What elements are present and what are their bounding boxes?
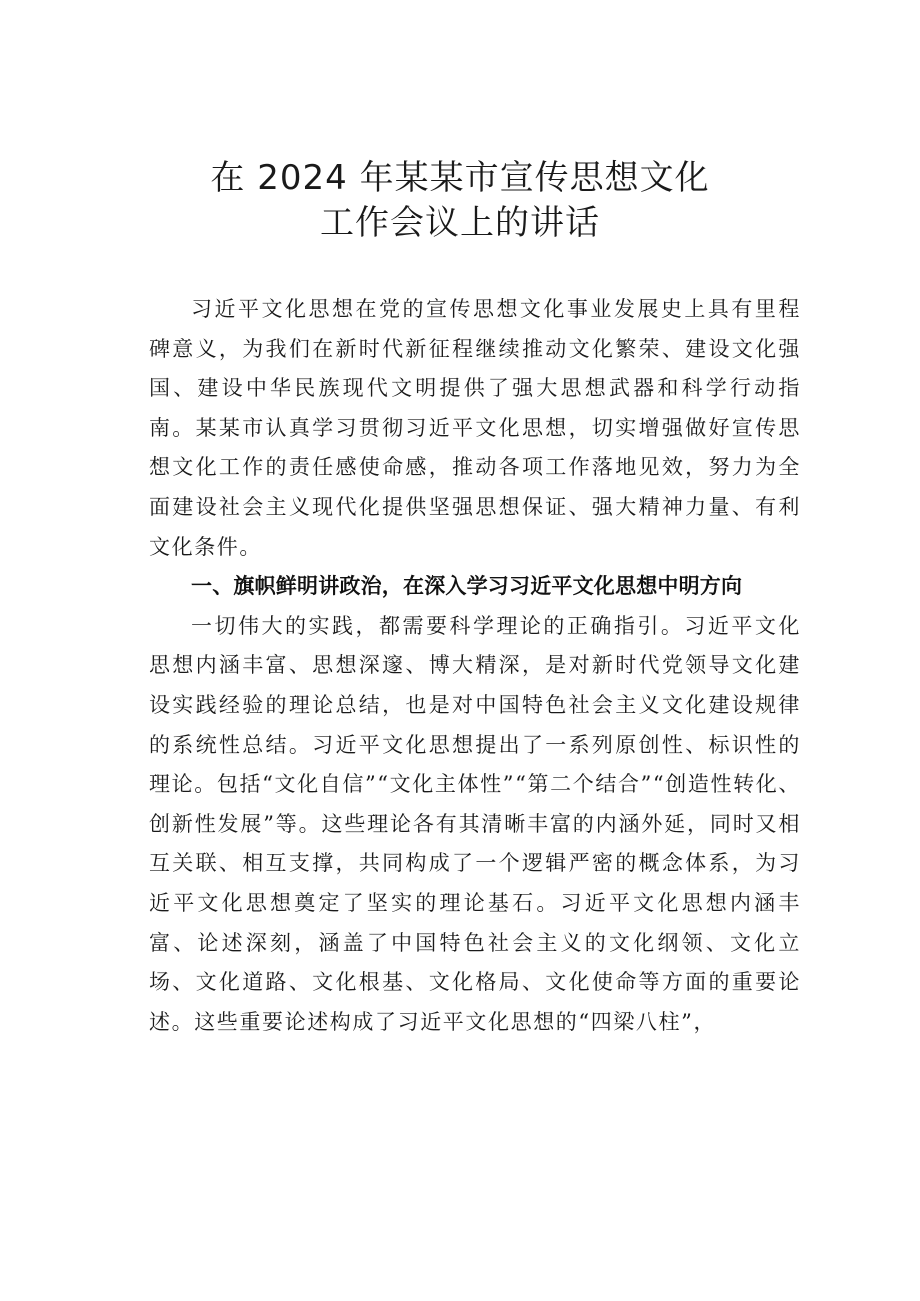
intro-paragraph: 习近平文化思想在党的宣传思想文化事业发展史上具有里程碑意义，为我们在新时代新征程继续推动文化繁荣、建设文化强国、建设中华民族现代文明提供了强大思想武器和科学行动指南。某某市认真学习贯彻习近平文化思想，切实增强做好宣传思想文化工作的责任感使命感，推动各项工作落地见效，努力为全面建设社会主义现代化提供坚强思想保证、强大精神力量、有利文化条件。 (149, 297, 801, 559)
document-body (149, 290, 801, 1042)
section-heading-1: 一、旗帜鲜明讲政治，在深入学习习近平文化思想中明方向 (191, 574, 743, 599)
document-title-line-2: 工作会议上的讲话 (320, 203, 600, 243)
document-title-line-1: 在 2024 年某某市宣传思想文化 (210, 158, 710, 198)
section-1-paragraph: 一切伟大的实践，都需要科学理论的正确指引。习近平文化思想内涵丰富、思想深邃、博大精深，是对新时代党领导文化建设实践经验的理论总结，也是对中国特色社会主义文化建设规律的系统性总结。习近平文化思想提出了一系列原创性、标识性的理论。包括“文化自信”“文化主体性”“第二个结合”“创造性转化、创新性发展”等。这些理论各有其清晰丰富的内涵外延，同时又相互关联、相互支撑，共同构成了一个逻辑严密的概念体系，为习近平文化思想奠定了坚实的理论基石。习近平文化思想内涵丰富、论述深刻，涵盖了中国特色社会主义的文化纲领、文化立场、文化道路、文化根基、文化格局、文化使命等方面的重要论述。这些重要论述构成了习近平文化思想的“四梁八柱”， (149, 613, 801, 1034)
